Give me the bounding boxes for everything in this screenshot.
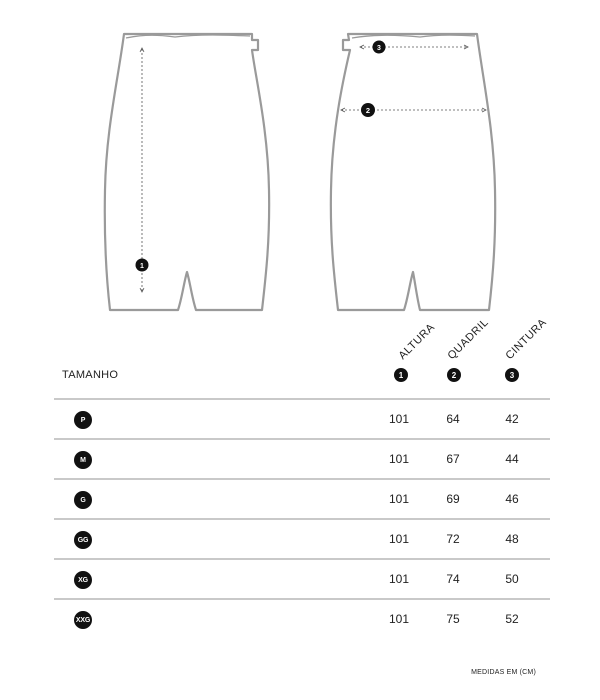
quadril-value: 67: [446, 452, 460, 466]
quadril-value: 74: [446, 572, 460, 586]
altura-column-marker: 1: [394, 368, 408, 382]
garment-diagram: [0, 0, 600, 330]
cintura-value: 42: [505, 412, 519, 426]
quadril-value: 75: [446, 612, 460, 626]
cintura-value: 48: [505, 532, 519, 546]
size-table: [54, 398, 550, 638]
cintura-value: 50: [505, 572, 519, 586]
quadril-column-marker: 2: [447, 368, 461, 382]
altura-value: 101: [388, 612, 410, 626]
size-badge: G: [74, 491, 92, 509]
table-row: [54, 398, 550, 438]
table-row: [54, 598, 550, 638]
cintura-value: 52: [505, 612, 519, 626]
size-badge: GG: [74, 531, 92, 549]
altura-value: 101: [388, 452, 410, 466]
cintura-marker: [373, 41, 386, 54]
altura-value: 101: [388, 532, 410, 546]
quadril-marker: [361, 103, 375, 117]
svg-text:3: 3: [377, 45, 381, 52]
table-row: [54, 518, 550, 558]
altura-value: 101: [388, 412, 410, 426]
size-badge: P: [74, 411, 92, 429]
cintura-value: 46: [505, 492, 519, 506]
size-column-label: TAMANHO: [62, 369, 119, 381]
svg-text:1: 1: [140, 263, 144, 270]
altura-value: 101: [388, 572, 410, 586]
back-view: [331, 34, 495, 310]
size-badge: XXG: [74, 611, 92, 629]
size-badge: M: [74, 451, 92, 469]
cintura-column-marker: 3: [505, 368, 519, 382]
quadril-value: 72: [446, 532, 460, 546]
front-view: [105, 34, 269, 310]
altura-measure-line: [140, 48, 144, 292]
column-header-altura: ALTURA: [396, 321, 438, 362]
size-badge: XG: [74, 571, 92, 589]
column-header-quadril: QUADRIL: [445, 316, 492, 362]
table-row: [54, 478, 550, 518]
table-row: [54, 438, 550, 478]
altura-marker: [136, 259, 149, 272]
svg-text:2: 2: [365, 106, 371, 115]
quadril-value: 69: [446, 492, 460, 506]
units-note: MEDIDAS EM (CM): [471, 669, 536, 676]
altura-value: 101: [388, 492, 410, 506]
column-header-cintura: CINTURA: [503, 316, 550, 362]
cintura-value: 44: [505, 452, 519, 466]
quadril-value: 64: [446, 412, 460, 426]
table-row: [54, 558, 550, 598]
